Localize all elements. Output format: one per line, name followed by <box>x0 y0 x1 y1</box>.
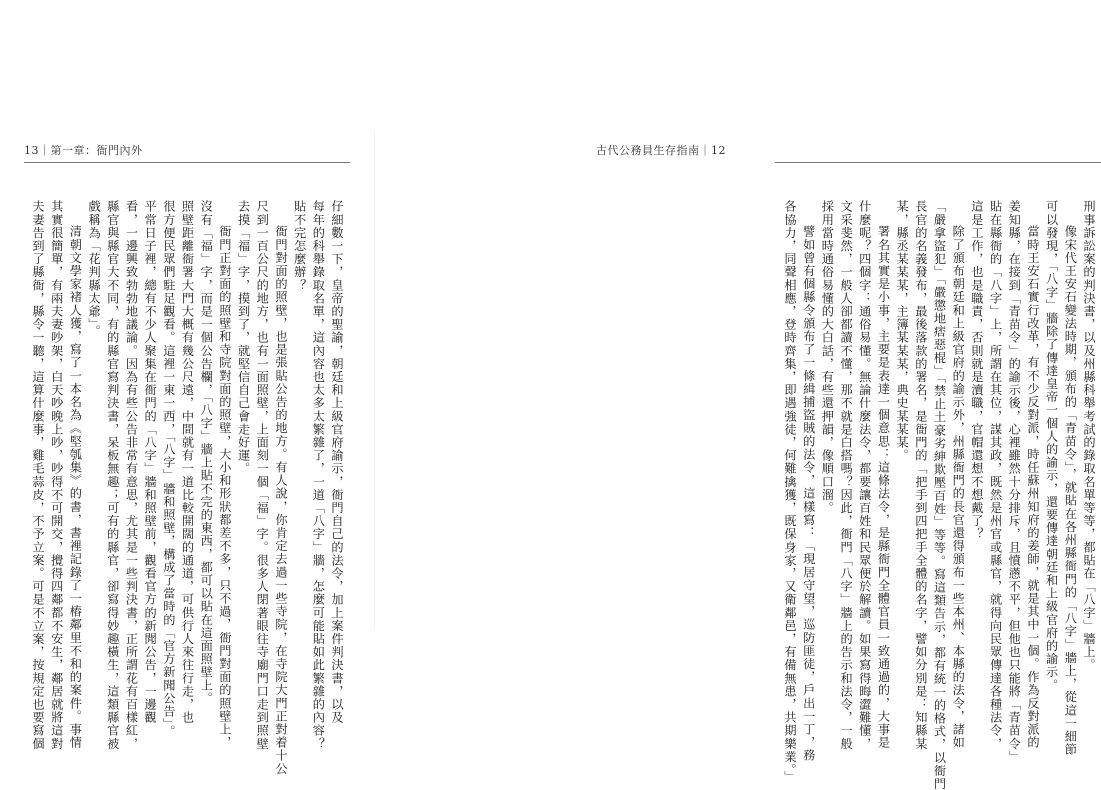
text-column: 沒有「福」字，而是一個公告欄，「八字」牆上貼不完的東西，都可以貼在這面照壁上。 <box>199 200 214 705</box>
text-column: 署名其實是小事，主要是表達一個意思：這條法令，是縣衙門全體官員一致通過的，大事是 <box>876 225 891 749</box>
text-column: 長官的名義發布，最後落款的署名，是衙門的「把手到四把手全體的名字，譬如分別是：知縣某 <box>913 200 928 751</box>
text-column: 貼不完怎麼辦？ <box>292 200 307 292</box>
right-page-body <box>780 200 1098 790</box>
text-column: 這是工作，也是職責，否則就是瀆職，官帽還想不想戴了？ <box>969 200 984 541</box>
text-column: 衙門對面的照壁，也是張貼公告的地方。有人說，你肯定去過一些寺院，在寺院大門正對着十公 <box>273 225 288 776</box>
left-page <box>0 0 375 776</box>
text-column: 平常日子裡，總有不少人聚集在衙門的「八字」牆和照壁前，觀看官方的新聞公告，一邊觀 <box>143 200 158 724</box>
text-column: 採用當時通俗易懂的大白話，有些還押韻，像順口溜。 <box>820 200 835 515</box>
text-column: 清朝文學家褚人獲，寫了一本名為《堅瓠集》的書，書裡記錄了一樁鄰里不和的案件。事情 <box>68 225 83 749</box>
text-column: 看，一邊興致勃勃地議論。因為有些公告非常有意思，尤其是一些判決書，正所謂花有百樣紅， <box>124 200 139 751</box>
text-column: 什麼呢？四個字：通俗易懂。無論什麼法令，都要讓百姓和民眾便於解讀。如果寫得晦澀難懂， <box>857 200 872 751</box>
text-column: 很方便民眾們駐足觀看。這裡一東一西，「八字」牆和照壁，構成了當時的「官方新聞公告」。 <box>161 200 176 738</box>
text-column: 戲稱為「花判縣太爺」。 <box>87 200 102 338</box>
text-column: 縣官與縣官大不同，有的縣官寫判決書，呆板無趣；可有的縣官，卻寫得妙趣橫生，這類縣官被 <box>105 200 120 751</box>
text-column: 除了頒布朝廷和上級官府的諭示外，州縣衙門的長官還得頒布一些本州、本縣的法令，諸如 <box>951 225 966 749</box>
right-page <box>375 0 1096 790</box>
text-column: 「嚴拿盜犯」「嚴懲地痞惡棍」「禁止土豪劣紳欺壓百姓」等等。寫這類告示，都有統一的格式，以衙門 <box>932 200 947 790</box>
text-column: 每年的科舉錄取名單，這內容也太多太繁雜了，一道「八字」牆，怎麼可能貼如此繁雜的內容？ <box>311 200 326 751</box>
text-column: 照壁距離衙署大門大概有幾公尺遠，中間就有一道比較開闊的通道，可供行人來往行走，也 <box>180 200 195 724</box>
text-column: 當時王安石實行改革，有不少反對派，時任蘇州知府的姜師，就是其中一個。作為反對派的 <box>1025 225 1040 749</box>
text-column: 像宋代王安石變法時期，頒布的「青苗令」，就貼在各州縣衙門的「八字」牆上，從這一細節 <box>1063 225 1078 756</box>
left-header-rule <box>24 162 350 163</box>
text-column: 仔細數一下，皇帝的聖諭，朝廷和上級官府諭示，衙門自己的法令，加上案件判決書，以及 <box>330 200 344 724</box>
text-column: 刑事訴訟案的判決書，以及州縣科舉考試的錄取名單等等，都貼在「八字」牆上。 <box>1082 200 1096 672</box>
left-page-header: 13｜第一章：衙門內外 <box>24 144 143 157</box>
text-column: 去摸「福」字，摸到了，就堅信自己會走好運。 <box>236 200 251 476</box>
text-column: 尺到一百公尺的地方，也有一面照壁，上面刻一個「福」字。很多人閉著眼往寺廟門口走到照壁 <box>255 200 270 751</box>
right-header-rule <box>775 162 1101 163</box>
text-column: 可以發現，「八字」牆除了傳達皇帝一個人的諭示，還要傳達朝廷和上級官府的諭示。 <box>1044 200 1059 692</box>
text-column: 夫妻告到了縣衙，縣令一聽，這算什麼事，雞毛蒜皮，不予立案。可是不立案，按規定也要寫個 <box>31 200 45 751</box>
right-page-header: 古代公務員生存指南｜12 <box>596 144 726 157</box>
text-column: 某，縣丞某某某，主簿某某某，典史某某某。 <box>895 200 910 462</box>
text-column: 姜知縣，在接到「青苗令」的諭示後，心裡雖然十分排斥，且憤懣不平，但他也只能將「青苗令」 <box>1007 200 1022 764</box>
text-column: 文采斐然，一般人卻都讀不懂，那不就是白搭嗎？因此，衙門「八字」牆上的告示和法令，一般 <box>839 200 854 751</box>
text-column: 其實很簡單，有兩夫妻吵架，白天吵晚上吵，吵得不可開交，攪得四鄰都不安生，鄰居就將這對 <box>49 200 64 751</box>
left-page-body <box>28 200 346 776</box>
text-column: 衙門正對面的照壁和寺院對面的照壁，大小和形狀都差不多，只不過，衙門對面的照壁上， <box>217 225 232 749</box>
text-column: 譬如曾有個縣令頒布了一條緝捕盜賊的法令，這樣寫：「現居守望，巡防匪徒，戶出一丁，務 <box>801 225 816 763</box>
text-column: 各協力，同聲相應，登時齊集，即遇強徒，何難擒獲，既保身家，又衛鄰邑，有備無患，共期樂業。」 <box>783 200 797 784</box>
text-column: 貼在縣衙的「八字」上，所謂在其位，謀其政，既然是州官或縣官，就得向民眾傳達各種法令， <box>988 200 1003 751</box>
